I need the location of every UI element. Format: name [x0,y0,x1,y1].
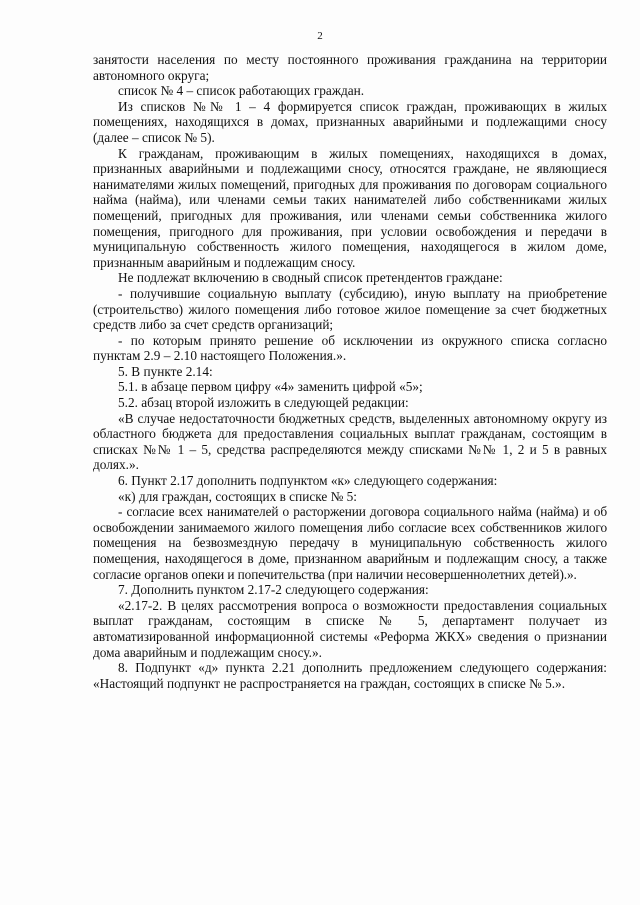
paragraph-item-6: 6. Пункт 2.17 дополнить подпунктом «к» следующего содержания: [118,473,498,489]
paragraph-list-5-eligibility: К гражданам, проживающим в жилых помещениях, находящихся в домах, признанных аварийными и подлежащими сносу, относятся граждане, не являющиеся нанимателями жилых помещений, пригодных для проживания по договорам социального найма (найма), или членами семьи таких нанимателей либо собственниками жилых помещений, пригодных для проживания, или членами семьи собственника жилого помещения, пригодного для проживания, при условии освобождения и передачи в муниципальную собственность жилого помещения, находящегося в жилом доме, признанным аварийным и подлежащим сносу. [93,145,607,270]
paragraph-exclusion-decision: - по которым принято решение об исключении из окружного списка согласно пунктам 2.9 – 2.10 настоящего Положения.». [93,332,607,364]
paragraph-item-7: 7. Дополнить пунктом 2.17-2 следующего содержания: [118,582,429,598]
paragraph-item-8: 8. Подпункт «д» пункта 2.21 дополнить предложением следующего содержания: «Настоящий подпункт не распространяется на граждан, состоящих в списке № 5.». [93,660,607,691]
paragraph-item-5-1: 5.1. в абзаце первом цифру «4» заменить цифрой «5»; [118,379,423,395]
paragraph-employment-continuation: занятости населения по месту постоянного проживания гражданина на территории автономного округа; [93,52,607,83]
paragraph-list-4: список № 4 – список работающих граждан. [118,83,365,99]
paragraph-subitem-k: «к) для граждан, состоящих в списке № 5: [118,488,357,504]
paragraph-consent-requirements: - согласие всех нанимателей о расторжении договора социального найма (найма) и об освобождении занимаемого жилого помещения либо согласие всех собственников жилого помещения на безвозмездную передачу в муниципальную собственность жилого помещения, находящегося в доме, признанном аварийным и подлежащим сносу, а также согласие органов опеки и попечительства (при наличии несовершеннолетних детей).». [93,504,607,582]
paragraph-item-5-2: 5.2. абзац второй изложить в следующей редакции: [118,395,409,411]
paragraph-exclusions-heading: Не подлежат включению в сводный список претендентов граждане: [118,270,503,286]
paragraph-budget-shortage: «В случае недостаточности бюджетных средств, выделенных автономному округу из областного бюджета для предоставления социальных выплат гражданам, состоящим в списках №№ 1 – 5, средства распределяются между списками №№ 1, 2 и 5 в равных долях.». [93,410,607,473]
paragraph-exclusion-received-payment: - получившие социальную выплату (субсидию), иную выплату на приобретение (строительство) жилого помещения либо готовое жилое помещение за счет бюджетных средств либо за счет средств организаций; [93,285,607,333]
paragraph-2-17-2: «2.17-2. В целях рассмотрения вопроса о возможности предоставления социальных выплат гражданам, состоящим в списке № 5, департамент получает из автоматизированной информационной системы «Реформа ЖКХ» сведения о признании дома аварийным и подлежащим сносу.». [93,597,607,660]
document-body [93,52,607,691]
paragraph-item-5: 5. В пункте 2.14: [118,363,213,379]
page-number: 2 [317,30,323,42]
paragraph-list-5-formation: Из списков №№ 1 – 4 формируется список граждан, проживающих в жилых помещениях, находящихся в домах, признанных аварийными и подлежащими сносу (далее – список № 5). [93,98,607,145]
